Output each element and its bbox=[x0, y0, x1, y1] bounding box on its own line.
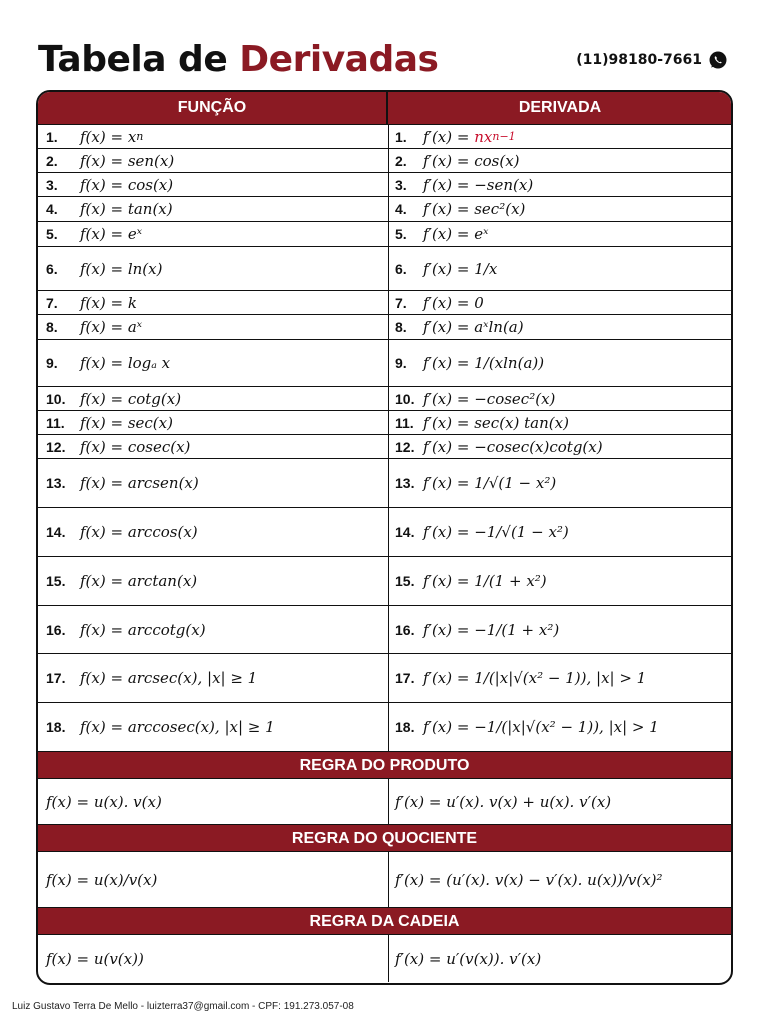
derivative-cell bbox=[388, 197, 733, 221]
table-row bbox=[38, 702, 731, 751]
function-formula: f(x) = cotg(x) bbox=[80, 389, 182, 408]
rule-function-formula: f(x) = u(v(x)) bbox=[46, 949, 144, 968]
derivative-formula: f′(x) = −sen(x) bbox=[423, 175, 534, 194]
derivative-cell bbox=[388, 222, 733, 246]
rule-derivative-formula: f′(x) = u′(v(x)). v′(x) bbox=[395, 949, 542, 968]
table-row bbox=[38, 434, 731, 458]
derivative-formula: f′(x) = −cosec(x)cotg(x) bbox=[423, 437, 603, 456]
derivative-formula: f′(x) = −1/√(1 − x²) bbox=[423, 523, 569, 541]
derivative-cell bbox=[388, 173, 733, 196]
row-number: 3. bbox=[395, 176, 407, 193]
derivative-cell bbox=[388, 247, 733, 290]
derivative-formula: f′(x) = 1/(1 + x²) bbox=[423, 572, 547, 590]
phone-contact bbox=[576, 50, 728, 70]
derivative-cell bbox=[388, 435, 733, 458]
row-number: 18. bbox=[395, 719, 415, 735]
derivative-cell bbox=[388, 703, 733, 751]
function-formula: f(x) = ln(x) bbox=[80, 259, 163, 278]
page-header bbox=[38, 38, 728, 82]
row-number: 6. bbox=[395, 260, 407, 277]
rule-section-header: REGRA DA CADEIA bbox=[38, 907, 731, 934]
row-number: 14. bbox=[46, 524, 66, 540]
row-number: 16. bbox=[395, 621, 415, 638]
row-number: 15. bbox=[395, 573, 415, 589]
table-row bbox=[38, 605, 731, 653]
derivative-formula: f′(x) = cos(x) bbox=[423, 151, 520, 170]
row-number: 11. bbox=[46, 414, 65, 431]
table-row bbox=[38, 246, 731, 290]
row-number: 9. bbox=[395, 355, 407, 371]
rule-function-formula: f(x) = u(x)/v(x) bbox=[46, 870, 158, 889]
row-number: 15. bbox=[46, 573, 66, 589]
function-cell bbox=[38, 557, 386, 605]
function-cell bbox=[38, 459, 386, 507]
row-number: 1. bbox=[46, 128, 58, 145]
function-formula: f(x) = eˣ bbox=[80, 225, 143, 243]
function-formula: f(x) = arccosec(x), |x| ≥ 1 bbox=[80, 718, 275, 736]
derivative-formula: f′(x) = bbox=[423, 127, 475, 146]
function-formula: f(x) = sen(x) bbox=[80, 151, 175, 170]
function-formula: f(x) = arccos(x) bbox=[80, 523, 198, 541]
function-formula: f(x) = tan(x) bbox=[80, 200, 173, 218]
function-cell bbox=[38, 247, 386, 290]
col-header-derivada: DERIVADA bbox=[518, 99, 602, 116]
table-row bbox=[38, 458, 731, 507]
function-cell bbox=[38, 197, 386, 221]
rule-derivative-cell bbox=[388, 779, 733, 824]
page-title bbox=[38, 38, 438, 82]
derivative-formula: f′(x) = eˣ bbox=[423, 225, 489, 243]
derivative-formula: f′(x) = sec(x) tan(x) bbox=[423, 413, 569, 432]
derivative-formula: f′(x) = sec²(x) bbox=[423, 200, 526, 218]
title-part1: Tabela de bbox=[38, 39, 228, 80]
function-cell bbox=[38, 173, 386, 196]
function-formula: f(x) = cosec(x) bbox=[80, 437, 191, 456]
rule-function-cell bbox=[38, 779, 386, 824]
derivative-cell bbox=[388, 606, 733, 653]
row-number: 18. bbox=[46, 719, 66, 735]
table-row bbox=[38, 172, 731, 196]
function-cell bbox=[38, 703, 386, 751]
function-formula: f(x) = arctan(x) bbox=[80, 572, 198, 590]
rule-function-cell bbox=[38, 852, 386, 907]
row-number: 12. bbox=[395, 438, 415, 455]
rule-section-header: REGRA DO QUOCIENTE bbox=[38, 824, 731, 851]
derivative-cell bbox=[388, 149, 733, 172]
rule-derivative-formula: f′(x) = u′(x). v(x) + u(x). v′(x) bbox=[395, 792, 612, 811]
derivative-cell bbox=[388, 291, 733, 314]
function-cell bbox=[38, 435, 386, 458]
rule-function-cell bbox=[38, 935, 386, 982]
table-row bbox=[38, 148, 731, 172]
table-row bbox=[38, 314, 731, 339]
derivatives-table bbox=[36, 90, 733, 985]
rule-derivative-formula: f′(x) = (u′(x). v(x) − v′(x). u(x))/v(x)² bbox=[395, 870, 663, 889]
rule-derivative-cell bbox=[388, 935, 733, 982]
row-number: 17. bbox=[395, 670, 415, 686]
col-header-funcao: FUNÇÃO bbox=[177, 99, 247, 116]
table-row bbox=[38, 556, 731, 605]
rule-derivative-cell bbox=[388, 852, 733, 907]
function-cell bbox=[38, 340, 386, 386]
whatsapp-icon bbox=[708, 50, 728, 70]
table-row bbox=[38, 653, 731, 702]
derivative-cell bbox=[388, 654, 733, 702]
derivative-formula: f′(x) = 1/√(1 − x²) bbox=[423, 474, 557, 492]
function-formula: f(x) = cos(x) bbox=[80, 175, 174, 194]
rule-row bbox=[38, 934, 731, 982]
row-number: 5. bbox=[46, 226, 58, 242]
row-number: 2. bbox=[395, 152, 407, 169]
derivative-formula: f′(x) = 1/(xln(a)) bbox=[423, 354, 545, 372]
derivative-cell bbox=[388, 387, 733, 410]
row-number: 13. bbox=[395, 475, 415, 491]
function-cell bbox=[38, 315, 386, 339]
title-part2: Derivadas bbox=[239, 39, 439, 80]
table-header bbox=[38, 92, 731, 124]
function-cell bbox=[38, 291, 386, 314]
derivative-cell bbox=[388, 557, 733, 605]
table-row bbox=[38, 290, 731, 314]
row-number: 11. bbox=[395, 414, 414, 431]
row-number: 13. bbox=[46, 475, 66, 491]
derivative-formula: f′(x) = aˣln(a) bbox=[423, 318, 524, 336]
table-row bbox=[38, 507, 731, 556]
row-number: 17. bbox=[46, 670, 66, 686]
row-number: 5. bbox=[395, 226, 407, 242]
table-row bbox=[38, 410, 731, 434]
derivative-exponent: n−1 bbox=[492, 130, 516, 143]
row-number: 10. bbox=[395, 390, 415, 407]
table-row bbox=[38, 386, 731, 410]
derivative-formula: f′(x) = −cosec²(x) bbox=[423, 389, 556, 408]
derivative-formula: f′(x) = 1/(|x|√(x² − 1)), |x| > 1 bbox=[423, 669, 647, 687]
row-number: 1. bbox=[395, 128, 407, 145]
row-number: 4. bbox=[395, 201, 407, 217]
function-exponent: n bbox=[136, 130, 144, 143]
function-formula: f(x) = arcsen(x) bbox=[80, 474, 199, 492]
function-cell bbox=[38, 654, 386, 702]
derivative-cell bbox=[388, 125, 733, 148]
derivative-formula: f′(x) = −1/(1 + x²) bbox=[423, 620, 560, 639]
footer-credit: Luiz Gustavo Terra De Mello - luizterra37@gmail.com - CPF: 191.273.057-08 bbox=[12, 1001, 354, 1012]
row-number: 6. bbox=[46, 260, 58, 277]
phone-number: (11)98180-7661 bbox=[576, 52, 702, 68]
function-formula: f(x) = sec(x) bbox=[80, 413, 173, 432]
row-number: 2. bbox=[46, 152, 58, 169]
table-row bbox=[38, 339, 731, 386]
row-number: 3. bbox=[46, 176, 58, 193]
derivative-cell bbox=[388, 315, 733, 339]
derivative-cell bbox=[388, 411, 733, 434]
function-formula: f(x) = arcsec(x), |x| ≥ 1 bbox=[80, 669, 258, 687]
function-formula: f(x) = arccotg(x) bbox=[80, 620, 206, 639]
function-formula: f(x) = k bbox=[80, 293, 137, 312]
rule-row bbox=[38, 851, 731, 907]
derivative-cell bbox=[388, 459, 733, 507]
derivative-formula: f′(x) = −1/(|x|√(x² − 1)), |x| > 1 bbox=[423, 718, 659, 736]
function-cell bbox=[38, 606, 386, 653]
row-number: 9. bbox=[46, 355, 58, 371]
row-number: 7. bbox=[395, 294, 407, 311]
row-number: 4. bbox=[46, 201, 58, 217]
row-number: 7. bbox=[46, 294, 58, 311]
function-formula: f(x) = x bbox=[80, 127, 137, 146]
row-number: 14. bbox=[395, 524, 415, 540]
derivative-cell bbox=[388, 508, 733, 556]
table-row bbox=[38, 221, 731, 246]
row-number: 10. bbox=[46, 390, 66, 407]
derivative-highlight: nx bbox=[474, 127, 493, 146]
function-cell bbox=[38, 387, 386, 410]
rule-section-header: REGRA DO PRODUTO bbox=[38, 751, 731, 778]
row-number: 8. bbox=[395, 319, 407, 335]
rule-row bbox=[38, 778, 731, 824]
function-cell bbox=[38, 149, 386, 172]
function-cell bbox=[38, 508, 386, 556]
derivative-formula: f′(x) = 0 bbox=[423, 293, 484, 312]
derivative-formula: f′(x) = 1/x bbox=[423, 259, 498, 278]
function-cell bbox=[38, 222, 386, 246]
function-formula: f(x) = aˣ bbox=[80, 318, 143, 336]
function-cell bbox=[38, 411, 386, 434]
rule-function-formula: f(x) = u(x). v(x) bbox=[46, 792, 162, 811]
function-cell bbox=[38, 125, 386, 148]
function-formula: f(x) = logₐ x bbox=[80, 354, 171, 372]
row-number: 16. bbox=[46, 621, 66, 638]
table-row bbox=[38, 124, 731, 148]
derivative-cell bbox=[388, 340, 733, 386]
table-row bbox=[38, 196, 731, 221]
row-number: 12. bbox=[46, 438, 66, 455]
row-number: 8. bbox=[46, 319, 58, 335]
